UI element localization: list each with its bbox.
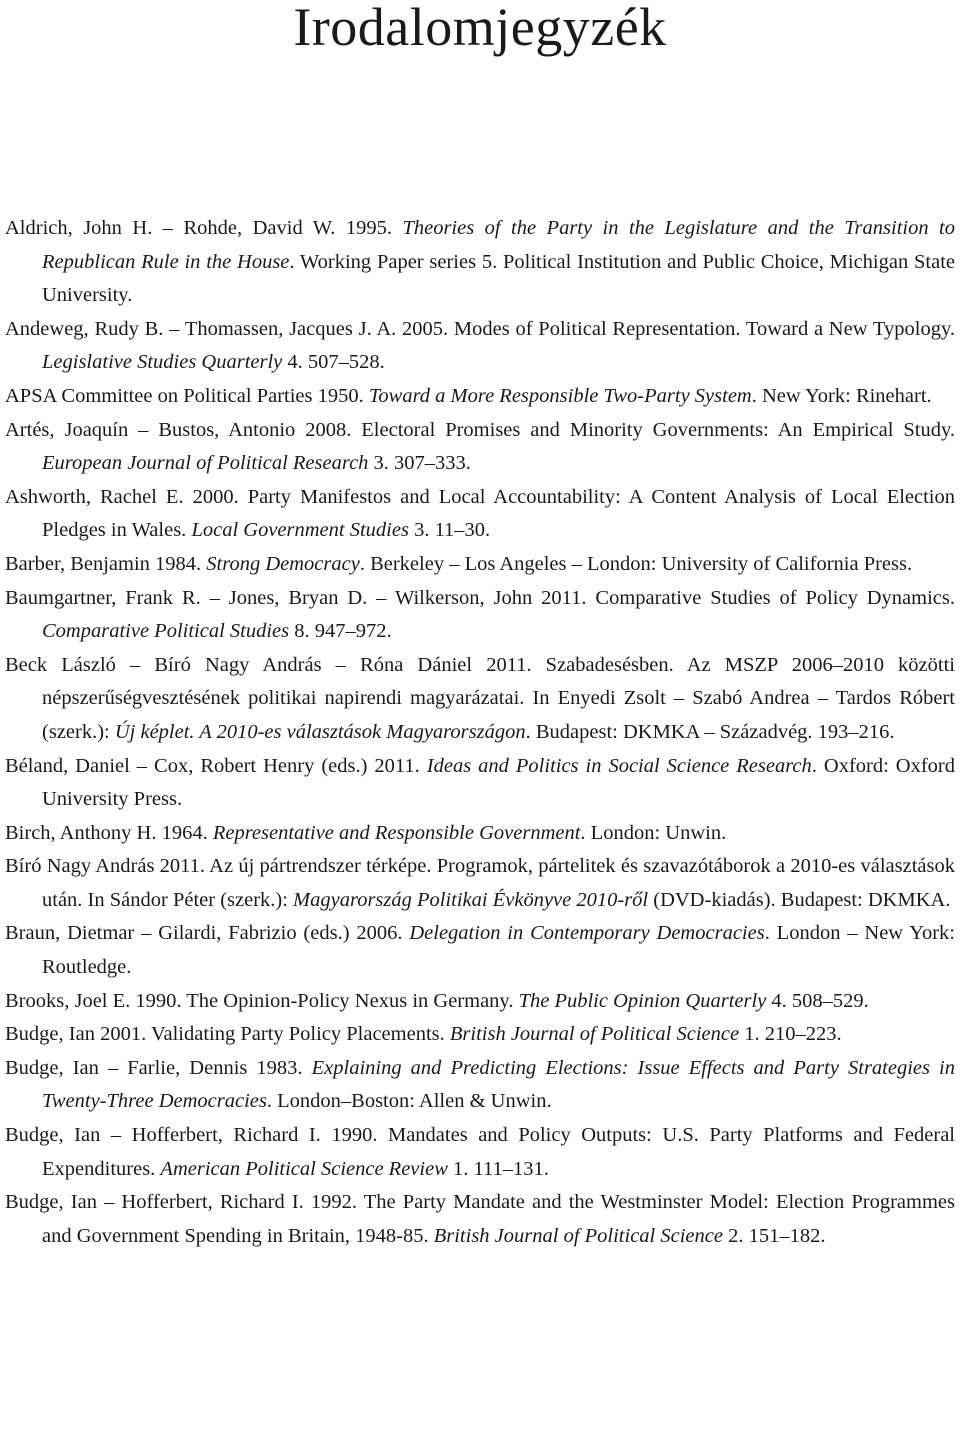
entry-text: Birch, Anthony H. 1964.	[5, 821, 213, 844]
entry-text: Braun, Dietmar – Gilardi, Fabrizio (eds.) 2006.	[5, 922, 410, 945]
entry-text: 1. 111–131.	[447, 1157, 549, 1180]
bibliography-entry	[5, 750, 955, 817]
entry-text: Budge, Ian 2001. Validating Party Policy Placements.	[5, 1023, 450, 1046]
bibliography-entry	[5, 1186, 955, 1253]
entry-text: . London–Boston: Allen & Unwin.	[266, 1090, 552, 1113]
entry-title-italic: American Political Science Review	[160, 1157, 448, 1180]
entry-text: Ashworth, Rachel E. 2000. Party Manifestos and Local Accountability: A Content Analysis of Local Election Pledges in Wales.	[5, 485, 955, 542]
bibliography-entry	[5, 1119, 955, 1186]
entry-text: . Oxford: Oxford University Press.	[42, 754, 955, 811]
entry-text: . New York: Rinehart.	[751, 384, 932, 407]
page-title: Irodalomjegyzék	[293, 0, 667, 57]
entry-title-italic: British Journal of Political Science	[433, 1224, 723, 1247]
entry-text: Aldrich, John H. – Rohde, David W. 1995.	[5, 217, 403, 239]
entry-title-italic: British Journal of Political Science	[449, 1023, 740, 1046]
bibliography-entry	[5, 1018, 955, 1052]
entry-text: Brooks, Joel E. 1990. The Opinion-Policy Nexus in Germany.	[5, 989, 519, 1012]
bibliography-entry	[5, 380, 955, 414]
entry-title-italic: Local Government Studies	[191, 519, 409, 542]
entry-title-italic: Toward a More Responsible Two-Party System	[368, 384, 752, 407]
bibliography-entry	[5, 649, 955, 750]
entry-title-italic: Explaining and Predicting Elections: Issue Effects and Party Strategies in Twenty-Three Democracies	[42, 1056, 955, 1113]
entry-text: Baumgartner, Frank R. – Jones, Bryan D. – Wilkerson, John 2011. Comparative Studies of Policy Dynamics.	[5, 586, 955, 609]
entry-text: Budge, Ian – Hofferbert, Richard I. 1990. Mandates and Policy Outputs: U.S. Party Platforms and Federal Expenditures.	[5, 1124, 955, 1180]
entry-text: 1. 210–223.	[739, 1023, 842, 1046]
entry-text: . Berkeley – Los Angeles – London: University of California Press.	[359, 552, 913, 575]
entry-title-italic: The Public Opinion Quarterly	[518, 989, 767, 1012]
bibliography-entry	[5, 414, 955, 481]
bibliography-entry	[5, 985, 955, 1019]
entry-text: Budge, Ian – Hofferbert, Richard I. 1992. The Party Mandate and the Westminster Model: Election Programmes and Government Spending in Britain, 1948-85.	[5, 1191, 955, 1247]
entry-text: 2. 151–182.	[722, 1224, 826, 1247]
entry-title-italic: Comparative Political Studies	[42, 620, 290, 643]
entry-text: 3. 11–30.	[408, 519, 491, 542]
entry-text: Béland, Daniel – Cox, Robert Henry (eds.) 2011.	[5, 754, 427, 777]
bibliography-entry	[5, 850, 955, 917]
bibliography-entry	[5, 817, 955, 851]
bibliography-entry	[5, 1052, 955, 1119]
entry-text: Bíró Nagy András 2011. Az új pártrendszer térképe. Programok, pártelitek és szavazótáborok a 2010-es választások után. In Sándor Péter (szerk.):	[5, 855, 955, 911]
entry-text: 4. 508–529.	[766, 989, 869, 1012]
entry-title-italic: Magyarország Politikai Évkönyve 2010-ről	[293, 888, 649, 911]
entry-text: (DVD-kiadás). Budapest: DKMKA.	[648, 888, 951, 911]
bibliography-list	[5, 212, 955, 1253]
entry-text: 8. 947–972.	[289, 620, 392, 643]
bibliography-entry	[5, 212, 955, 313]
entry-title-italic: Ideas and Politics in Social Science Research	[426, 754, 812, 777]
bibliography-entry	[5, 917, 955, 984]
bibliography-entry	[5, 313, 955, 380]
bibliography-entry	[5, 481, 955, 548]
entry-text: Artés, Joaquín – Bustos, Antonio 2008. Electoral Promises and Minority Governments: An Empirical Study.	[5, 418, 955, 441]
entry-title-italic: Representative and Responsible Government	[212, 821, 581, 844]
entry-title-italic: Legislative Studies Quarterly	[42, 351, 283, 374]
entry-title-italic: Új képlet. A 2010-es választások Magyarországon	[114, 720, 526, 743]
entry-text: 3. 307–333.	[368, 452, 471, 475]
entry-text: . Budapest: DKMKA – Századvég. 193–216.	[525, 720, 895, 743]
bibliography-entry	[5, 582, 955, 649]
entry-text: Budge, Ian – Farlie, Dennis 1983.	[5, 1056, 312, 1079]
entry-text: 4. 507–528.	[282, 351, 385, 374]
entry-title-italic: European Journal of Political Research	[42, 452, 369, 475]
entry-text: Andeweg, Rudy B. – Thomassen, Jacques J. A. 2005. Modes of Political Representation. Toward a New Typology.	[5, 317, 955, 340]
entry-title-italic: Delegation in Contemporary Democracies	[409, 922, 765, 945]
entry-text: . London: Unwin.	[580, 821, 727, 844]
entry-text: APSA Committee on Political Parties 1950.	[5, 384, 369, 407]
entry-title-italic: Strong Democracy	[206, 552, 360, 575]
entry-title-italic: Theories of the Party in the Legislature and the Transition to Republican Rule in the House	[42, 217, 955, 273]
entry-text: . Working Paper series 5. Political Institution and Public Choice, Michigan State University.	[42, 250, 955, 307]
bibliography-entry	[5, 548, 955, 582]
entry-text: Beck László – Bíró Nagy András – Róna Dániel 2011. Szabadesésben. Az MSZP 2006–2010 közötti népszerűségvesztésének politikai napirendi magyarázatai. In Enyedi Zsolt – Szabó Andrea – Tardos Róbert (szerk.):	[5, 653, 955, 743]
entry-text: Barber, Benjamin 1984.	[5, 552, 207, 575]
entry-text: . London – New York: Routledge.	[42, 922, 955, 979]
